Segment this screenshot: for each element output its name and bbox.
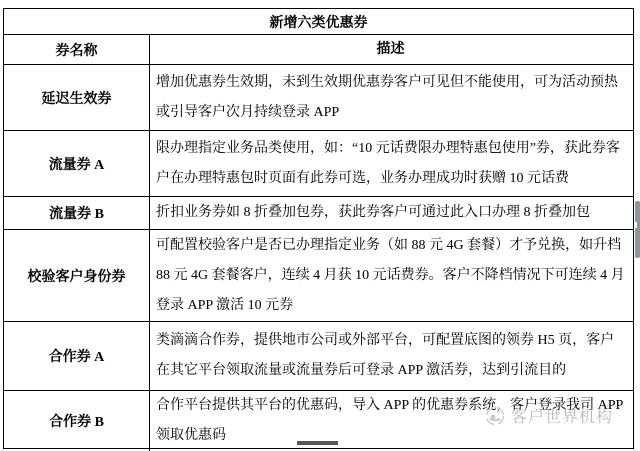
coupon-desc: 可配置校验客户是否已办理指定业务（如 88 元 4G 套餐）才予兑换，如升档 88 元 4G 套餐客户，连续 4 月获 10 元话费券。客户不降档情况下可连续 4 月登录 APP 激活 10 元券 xyxy=(156,237,625,313)
table-row xyxy=(4,390,633,448)
coupon-desc: 折扣业务券如 8 折叠加包券，获此券客户可通过此入口办理 8 折叠加包 xyxy=(156,205,590,220)
coupon-name: 校验客户身份券 xyxy=(4,230,150,321)
table-title: 新增六类优惠券 xyxy=(269,15,368,31)
vertical-scrollbar-thumb[interactable] xyxy=(635,201,640,258)
coupon-desc: 增加优惠券生效期，未到生效期优惠券客户可见但不能使用，可为活动预热或引导客户次月持续登录 APP xyxy=(156,74,618,120)
coupon-name: 合作券 B xyxy=(4,391,150,451)
coupon-desc: 类滴滴合作券，提供地市公司或外部平台，可配置底图的领券 H5 页，客户在其它平台领取流量或流量券后可登录 APP 激活券，达到引流目的 xyxy=(156,333,615,378)
table-header-row xyxy=(4,34,633,64)
coupon-name: 流量券 B xyxy=(4,197,150,229)
coupon-types-table xyxy=(3,8,634,449)
column-header-desc: 描述 xyxy=(376,42,405,57)
horizontal-scrollbar-thumb[interactable] xyxy=(297,441,338,445)
coupon-name: 合作券 A xyxy=(4,322,150,390)
coupon-name: 延迟生效券 xyxy=(4,65,150,130)
coupon-name: 流量券 A xyxy=(4,131,150,196)
table-row xyxy=(4,64,633,130)
watermark-text: 客户世界机构 xyxy=(511,409,614,426)
table-row xyxy=(4,321,633,390)
coupon-desc: 合作平台提供其平台的优惠码，导入 APP 的优惠券系统，客户登录我司 APP 领取优惠码 xyxy=(156,398,623,443)
table-row xyxy=(4,229,633,321)
table-row xyxy=(4,196,633,229)
table-row xyxy=(4,130,633,196)
column-header-name: 券名称 xyxy=(4,35,150,65)
coupon-desc: 限办理指定业务品类使用，如：“10 元话费限办理特惠包使用”券，获此券客户在办理特惠包时页面有此券可选，业务办理成功时获赠 10 元话费 xyxy=(156,140,620,186)
